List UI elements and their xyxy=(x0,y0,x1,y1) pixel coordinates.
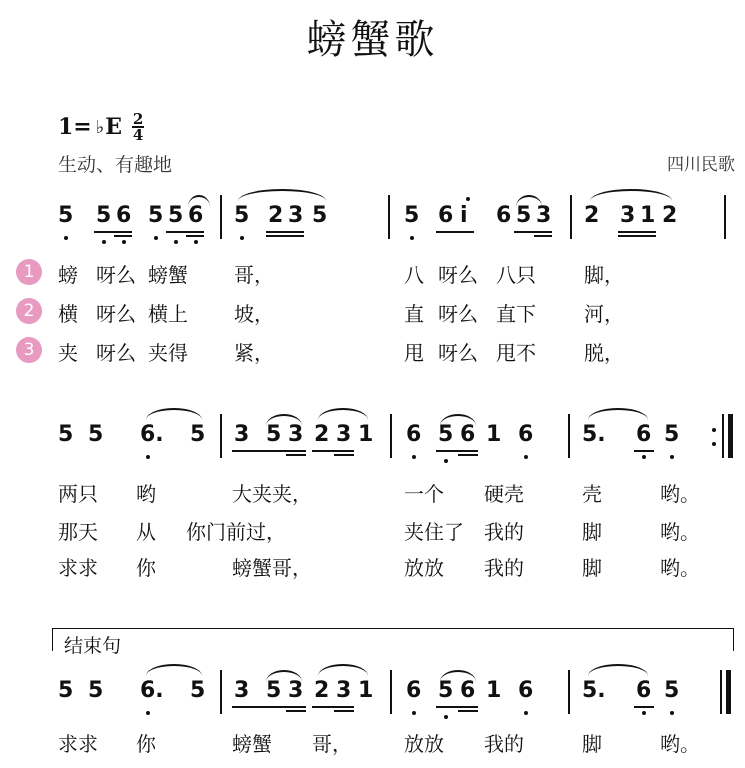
note: 6 xyxy=(188,203,204,228)
lyric: 我的 xyxy=(484,520,524,544)
note: 1 xyxy=(486,422,502,447)
note: 5 xyxy=(168,203,184,228)
beam xyxy=(436,450,478,452)
note: 3 xyxy=(288,422,304,447)
song-title: 螃蟹歌 xyxy=(306,17,439,63)
tie xyxy=(590,189,672,201)
lyric: 壳 xyxy=(582,482,602,506)
lyric: 脚 xyxy=(582,520,602,544)
lyric: 呀么 xyxy=(96,302,136,326)
barline xyxy=(724,195,726,239)
octave-dot xyxy=(466,197,470,201)
octave-dot xyxy=(410,236,414,240)
note: 5 xyxy=(312,203,328,228)
octave-dot xyxy=(642,455,646,459)
octave-dot xyxy=(146,455,150,459)
beam xyxy=(334,710,354,712)
lyric: 呀么 xyxy=(438,263,478,287)
tie xyxy=(146,664,202,676)
tie xyxy=(146,408,202,420)
lyric: 脱， xyxy=(584,341,624,365)
beam xyxy=(114,235,132,237)
beam xyxy=(458,710,478,712)
lyric: 螃蟹哥， xyxy=(232,556,312,580)
beam xyxy=(312,706,354,708)
note: 5 xyxy=(404,203,420,228)
tie xyxy=(440,414,476,426)
note: 6 xyxy=(406,678,422,703)
lyric: 呀么 xyxy=(438,302,478,326)
tempo-marking: 生动、有趣地 xyxy=(58,154,173,176)
beam xyxy=(264,450,306,452)
lyric: 哟。 xyxy=(660,482,700,506)
note: 5 xyxy=(88,422,104,447)
barline xyxy=(568,414,570,458)
lyric: 哟。 xyxy=(660,520,700,544)
lyric: 大夹夹， xyxy=(232,482,312,506)
repeat-dot xyxy=(712,442,716,446)
lyric: 横 xyxy=(58,302,78,326)
beam xyxy=(618,231,656,233)
octave-dot xyxy=(524,455,528,459)
note: 2 xyxy=(314,422,330,447)
tie xyxy=(516,195,542,207)
note: 5 xyxy=(438,422,454,447)
note: 6 xyxy=(460,422,476,447)
note: 5 xyxy=(88,678,104,703)
note: 6 xyxy=(636,678,652,703)
note: 6 xyxy=(460,678,476,703)
octave-dot xyxy=(412,455,416,459)
note: 6 xyxy=(406,422,422,447)
key-signature xyxy=(58,112,144,142)
note: 3 xyxy=(336,422,352,447)
beam xyxy=(266,231,304,233)
beam xyxy=(634,450,654,452)
note: 2 xyxy=(662,203,678,228)
beam xyxy=(94,231,132,233)
note: 5 xyxy=(148,203,164,228)
key-letter: E xyxy=(105,114,123,140)
lyric: 螃蟹 xyxy=(232,732,272,756)
time-signature xyxy=(132,112,144,142)
tie xyxy=(238,189,326,201)
beam xyxy=(514,231,552,233)
note: 6 xyxy=(518,422,534,447)
lyric: 呀么 xyxy=(438,341,478,365)
note: 5 xyxy=(664,422,680,447)
barline xyxy=(220,195,222,239)
note: 3 xyxy=(288,678,304,703)
note: 5 xyxy=(190,678,206,703)
lyric: 夹得 xyxy=(148,341,188,365)
beam xyxy=(312,450,354,452)
note: 1 xyxy=(486,678,502,703)
octave-dot xyxy=(524,711,528,715)
octave-dot xyxy=(670,455,674,459)
octave-dot xyxy=(444,715,448,719)
lyric: 螃 xyxy=(58,263,78,287)
note: 6. xyxy=(140,422,164,447)
beam xyxy=(436,706,478,708)
note: 3 xyxy=(620,203,636,228)
note: 1 xyxy=(358,422,374,447)
ending-label: 结束句 xyxy=(64,635,122,657)
note: 5 xyxy=(190,422,206,447)
barline xyxy=(220,670,222,714)
note: 5. xyxy=(582,422,606,447)
note: 5 xyxy=(266,678,282,703)
octave-dot xyxy=(670,711,674,715)
note: 1 xyxy=(358,678,374,703)
lyric: 硬壳 xyxy=(484,482,524,506)
beam xyxy=(618,235,656,237)
barline xyxy=(568,670,570,714)
note: 5 xyxy=(96,203,112,228)
tie xyxy=(318,664,368,676)
beam xyxy=(166,231,204,233)
barline xyxy=(390,670,392,714)
beam xyxy=(266,235,304,237)
barline xyxy=(570,195,572,239)
lyric: 脚， xyxy=(584,263,624,287)
octave-dot xyxy=(64,236,68,240)
time-top: 2 xyxy=(132,110,144,128)
lyric: 八只 xyxy=(496,263,536,287)
lyric: 我的 xyxy=(484,732,524,756)
lyric: 直 xyxy=(404,302,424,326)
lyric: 横上 xyxy=(148,302,188,326)
barline xyxy=(388,195,390,239)
staff-system-2 xyxy=(0,414,745,494)
beam xyxy=(534,235,552,237)
lyric: 脚 xyxy=(582,556,602,580)
octave-dot xyxy=(146,711,150,715)
note: 3 xyxy=(536,203,552,228)
lyric: 甩 xyxy=(404,341,424,365)
beam xyxy=(436,231,474,233)
lyric: 脚 xyxy=(582,732,602,756)
note: 6 xyxy=(116,203,132,228)
note: 5 xyxy=(516,203,532,228)
octave-dot xyxy=(194,240,198,244)
beam xyxy=(286,710,306,712)
lyric: 哟。 xyxy=(660,556,700,580)
beam xyxy=(286,454,306,456)
lyric: 从 xyxy=(136,520,156,544)
staff-system-ending xyxy=(0,670,745,750)
verse-number: 3 xyxy=(16,337,42,363)
note: 6 xyxy=(518,678,534,703)
lyric: 直下 xyxy=(496,302,536,326)
beam xyxy=(186,235,204,237)
octave-dot xyxy=(174,240,178,244)
lyric: 你 xyxy=(136,556,156,580)
beam xyxy=(334,454,354,456)
lyric: 你 xyxy=(136,732,156,756)
lyric: 紧， xyxy=(234,341,274,365)
note: 6 xyxy=(636,422,652,447)
note: 5 xyxy=(234,203,250,228)
barline xyxy=(220,414,222,458)
note: 6. xyxy=(140,678,164,703)
ending-bracket xyxy=(52,628,734,651)
tie xyxy=(266,414,302,426)
flat-sign: ♭ xyxy=(95,116,105,138)
lyric: 求求 xyxy=(58,732,98,756)
verse-number: 2 xyxy=(16,298,42,324)
tie xyxy=(266,670,302,682)
note: 5 xyxy=(58,678,74,703)
lyric: 哟 xyxy=(136,482,156,506)
octave-dot xyxy=(102,240,106,244)
time-bottom: 4 xyxy=(132,126,144,144)
lyric: 放放 xyxy=(404,732,444,756)
note: i xyxy=(460,203,468,228)
tie xyxy=(440,670,476,682)
lyric: 河， xyxy=(584,302,624,326)
tie xyxy=(188,195,210,207)
note: 5 xyxy=(58,203,74,228)
barline xyxy=(722,414,724,458)
note: 1 xyxy=(640,203,656,228)
note: 2 xyxy=(268,203,284,228)
tie xyxy=(588,408,648,420)
barline xyxy=(390,414,392,458)
lyric: 哥， xyxy=(234,263,274,287)
lyric: 哟。 xyxy=(660,732,700,756)
note: 5 xyxy=(664,678,680,703)
octave-dot xyxy=(444,459,448,463)
lyric: 呀么 xyxy=(96,263,136,287)
lyric: 两只 xyxy=(58,482,98,506)
tie xyxy=(318,408,368,420)
lyric: 呀么 xyxy=(96,341,136,365)
lyric: 放放 xyxy=(404,556,444,580)
beam xyxy=(634,706,654,708)
lyric: 坡， xyxy=(234,302,274,326)
lyric: 我的 xyxy=(484,556,524,580)
note: 5. xyxy=(582,678,606,703)
lyric: 求求 xyxy=(58,556,98,580)
note: 6 xyxy=(496,203,512,228)
lyric: 夹住了 xyxy=(404,520,464,544)
note: 6 xyxy=(438,203,454,228)
octave-dot xyxy=(642,711,646,715)
note: 5 xyxy=(266,422,282,447)
note: 5 xyxy=(438,678,454,703)
octave-dot xyxy=(122,240,126,244)
lyric: 八 xyxy=(404,263,424,287)
note: 2 xyxy=(584,203,600,228)
lyric: 一个 xyxy=(404,482,444,506)
note: 3 xyxy=(288,203,304,228)
note: 3 xyxy=(336,678,352,703)
key-prefix: 1= xyxy=(58,114,92,140)
lyric: 你门前过， xyxy=(186,520,286,544)
note: 2 xyxy=(314,678,330,703)
tie xyxy=(588,664,648,676)
note: 3 xyxy=(234,422,250,447)
final-barline xyxy=(726,670,731,714)
final-barline xyxy=(728,414,733,458)
verse-number: 1 xyxy=(16,259,42,285)
octave-dot xyxy=(154,236,158,240)
lyric: 夹 xyxy=(58,341,78,365)
lyric: 那天 xyxy=(58,520,98,544)
octave-dot xyxy=(412,711,416,715)
note: 3 xyxy=(234,678,250,703)
octave-dot xyxy=(240,236,244,240)
beam xyxy=(458,454,478,456)
lyric: 螃蟹 xyxy=(148,263,188,287)
note: 5 xyxy=(58,422,74,447)
lyric: 甩不 xyxy=(496,341,536,365)
beam xyxy=(264,706,306,708)
lyric: 哥， xyxy=(312,732,352,756)
repeat-dot xyxy=(712,428,716,432)
barline xyxy=(720,670,722,714)
song-origin: 四川民歌 xyxy=(667,155,735,175)
